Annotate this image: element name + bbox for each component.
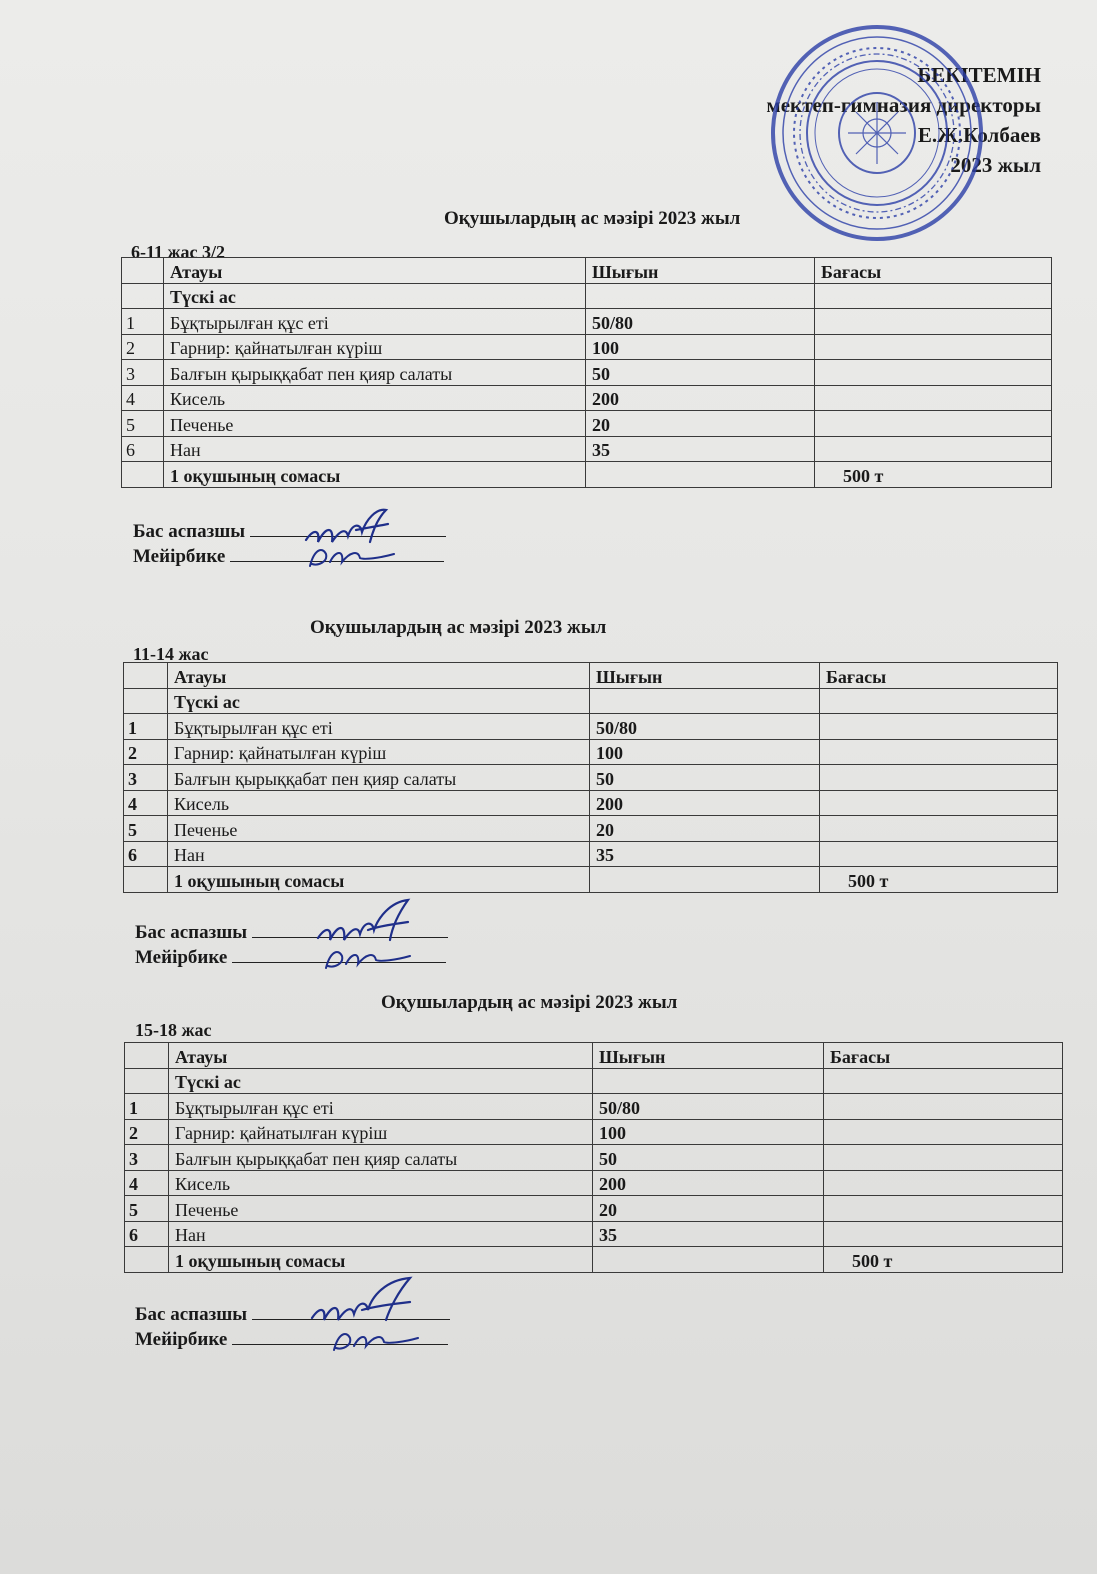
column-header-name: Атауы [164,258,586,284]
table-row [122,360,1052,386]
dish-amount: 200 [593,1170,824,1196]
seal-stamp [768,22,986,244]
total-row [122,462,1052,488]
column-header-price: Бағасы [820,663,1058,689]
dish-name: Гарнир: қайнатылған күріш [168,739,590,765]
column-header-amount: Шығын [586,258,815,284]
approval-name: Е.Ж.Колбаев [917,123,1041,147]
dish-name: Кисель [164,385,586,411]
table-cell [820,688,1058,714]
dish-amount: 200 [586,385,815,411]
column-header-price: Бағасы [815,258,1052,284]
total-label: 1 оқушының сомасы [169,1247,593,1273]
table-row [122,334,1052,360]
total-price: 500 т [815,462,1052,488]
nurse-label: Мейірбике [135,1329,228,1350]
table-cell [824,1068,1063,1094]
dish-price [815,360,1052,386]
dish-amount: 20 [593,1196,824,1222]
dish-name: Нан [169,1221,593,1247]
dish-name: Печенье [169,1196,593,1222]
dish-price [820,765,1058,791]
meal-row [124,688,1058,714]
dish-name: Печенье [168,816,590,842]
dish-amount: 50/80 [586,309,815,335]
dish-name: Кисель [168,790,590,816]
menu-table [124,1042,1063,1273]
row-number: 6 [122,436,164,462]
dish-name: Нан [168,841,590,867]
table-header-row [124,663,1058,689]
row-number: 5 [124,816,168,842]
dish-amount: 50/80 [593,1094,824,1120]
meal-label: Түскі ас [168,688,590,714]
table-header-row [125,1043,1063,1069]
chef-label: Бас аспазшы [135,922,248,943]
dish-price [815,334,1052,360]
dish-amount: 50/80 [590,714,820,740]
row-number: 2 [122,334,164,360]
table-row [125,1145,1063,1171]
age-group: 11-14 жас [133,644,209,664]
nurse-signature [324,1326,424,1356]
dish-price [824,1145,1063,1171]
nurse-label: Мейірбике [133,546,226,567]
table-cell [124,688,168,714]
table-row [125,1196,1063,1222]
dish-amount: 100 [586,334,815,360]
dish-amount: 35 [593,1221,824,1247]
table-header-row [122,258,1052,284]
table-row [125,1170,1063,1196]
dish-name: Гарнир: қайнатылған күріш [169,1119,593,1145]
age-group: 15-18 жас [135,1020,212,1040]
total-price: 500 т [820,867,1058,893]
row-number: 5 [122,411,164,437]
table-cell [122,283,164,309]
row-number: 4 [125,1170,169,1196]
row-number: 2 [124,739,168,765]
row-number: 3 [124,765,168,791]
dish-price [815,436,1052,462]
table-cell [122,462,164,488]
row-number: 6 [124,841,168,867]
total-price: 500 т [824,1247,1063,1273]
row-number: 4 [124,790,168,816]
meal-label: Түскі ас [164,283,586,309]
table-row [125,1094,1063,1120]
row-number: 1 [124,714,168,740]
table-cell [124,867,168,893]
dish-price [824,1170,1063,1196]
dish-amount: 50 [586,360,815,386]
dish-price [824,1196,1063,1222]
dish-name: Балғын қырыққабат пен қияр салаты [169,1145,593,1171]
table-cell [593,1247,824,1273]
table-row [122,385,1052,411]
row-number: 1 [122,309,164,335]
dish-amount: 20 [590,816,820,842]
table-row [124,790,1058,816]
table-cell [125,1043,169,1069]
row-number: 1 [125,1094,169,1120]
dish-price [815,411,1052,437]
meal-row [122,283,1052,309]
table-row [124,739,1058,765]
dish-name: Балғын қырыққабат пен қияр салаты [168,765,590,791]
menu-title: Оқушылардың ас мәзірі 2023 жыл [444,208,741,229]
chef-label: Бас аспазшы [133,521,246,542]
table-row [122,436,1052,462]
menu-table [123,662,1058,893]
dish-price [824,1094,1063,1120]
table-row [122,309,1052,335]
dish-amount: 35 [590,841,820,867]
dish-price [824,1221,1063,1247]
nurse-signature [300,540,400,574]
row-number: 2 [125,1119,169,1145]
dish-name: Нан [164,436,586,462]
dish-amount: 100 [590,739,820,765]
menu-table [121,257,1052,488]
row-number: 4 [122,385,164,411]
total-label: 1 оқушының сомасы [164,462,586,488]
column-header-amount: Шығын [590,663,820,689]
approval-heading: БЕКІТЕМІН [917,63,1041,87]
approval-position: мектеп-гимназия директоры [766,93,1041,117]
chef-label: Бас аспазшы [135,1304,248,1325]
approval-year: 2023 жыл [950,153,1041,177]
table-cell [586,462,815,488]
dish-name: Бұқтырылған құс еті [169,1094,593,1120]
dish-price [820,816,1058,842]
nurse-label: Мейірбике [135,947,228,968]
chef-signature [306,1274,426,1334]
meal-row [125,1068,1063,1094]
total-row [124,867,1058,893]
table-cell [815,283,1052,309]
dish-name: Бұқтырылған құс еті [164,309,586,335]
dish-price [820,714,1058,740]
dish-price [824,1119,1063,1145]
menu-title: Оқушылардың ас мәзірі 2023 жыл [310,617,607,638]
total-label: 1 оқушының сомасы [168,867,590,893]
table-cell [125,1068,169,1094]
table-cell [125,1247,169,1273]
row-number: 5 [125,1196,169,1222]
dish-amount: 50 [593,1145,824,1171]
dish-name: Балғын қырыққабат пен қияр салаты [164,360,586,386]
dish-name: Гарнир: қайнатылған күріш [164,334,586,360]
total-row [125,1247,1063,1273]
table-row [125,1221,1063,1247]
dish-price [815,385,1052,411]
menu-title: Оқушылардың ас мәзірі 2023 жыл [381,992,678,1013]
row-number: 6 [125,1221,169,1247]
row-number: 3 [125,1145,169,1171]
table-cell [122,258,164,284]
table-cell [590,688,820,714]
column-header-name: Атауы [169,1043,593,1069]
dish-name: Бұқтырылған құс еті [168,714,590,740]
dish-price [815,309,1052,335]
row-number: 3 [122,360,164,386]
nurse-signature [316,944,416,974]
meal-label: Түскі ас [169,1068,593,1094]
dish-amount: 200 [590,790,820,816]
dish-amount: 50 [590,765,820,791]
age-group: 6-11 жас 3/2 [131,242,226,262]
table-row [124,765,1058,791]
table-row [124,714,1058,740]
column-header-price: Бағасы [824,1043,1063,1069]
column-header-name: Атауы [168,663,590,689]
dish-amount: 35 [586,436,815,462]
table-cell [590,867,820,893]
table-row [125,1119,1063,1145]
dish-price [820,739,1058,765]
dish-name: Печенье [164,411,586,437]
column-header-amount: Шығын [593,1043,824,1069]
table-row [122,411,1052,437]
table-row [124,816,1058,842]
table-cell [586,283,815,309]
table-cell [593,1068,824,1094]
dish-price [820,790,1058,816]
dish-amount: 20 [586,411,815,437]
table-cell [124,663,168,689]
dish-amount: 100 [593,1119,824,1145]
dish-price [820,841,1058,867]
dish-name: Кисель [169,1170,593,1196]
table-row [124,841,1058,867]
